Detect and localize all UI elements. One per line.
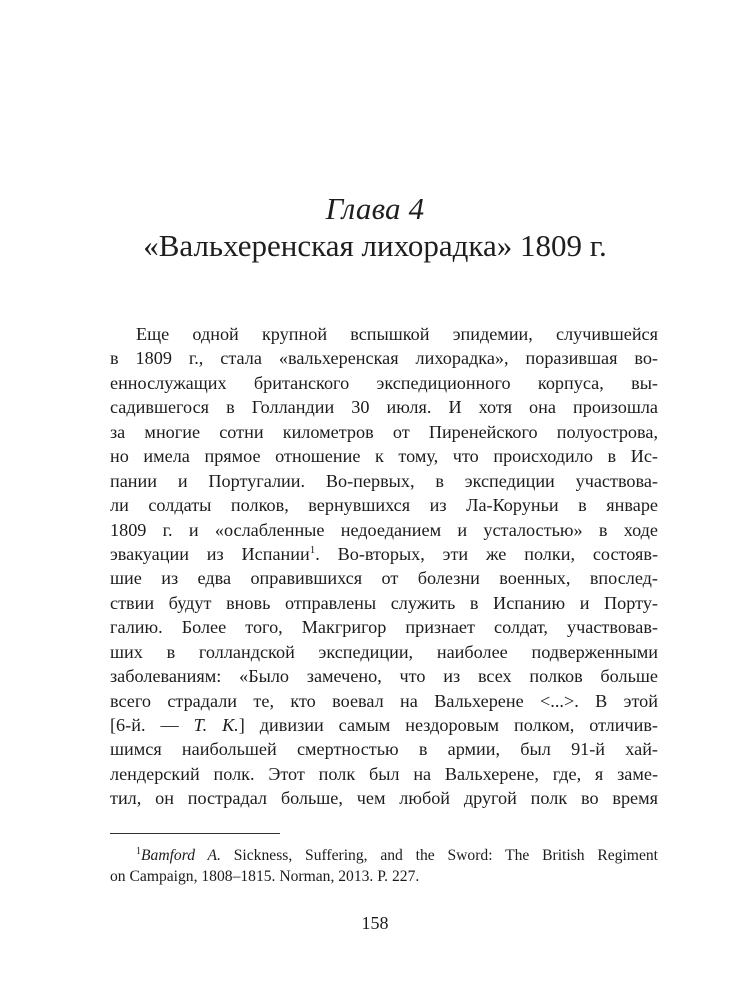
body-line: всего страдали те, кто воевал на Вальхерене <...>. В этой: [110, 690, 658, 711]
body-line-with-footnote-ref: [110, 542, 658, 566]
footnote-text: Sickness, Suffering, and the Sword: The British Regiment: [220, 847, 658, 864]
body-line-with-editor-note: [110, 713, 658, 737]
body-line: тил, он пострадал больше, чем любой другой полк во время: [110, 788, 658, 809]
page-number: 158: [361, 913, 389, 933]
body-line: шие из едва оправившихся от болезни военных, впослед-: [110, 568, 658, 589]
body-line: ствии будут вновь отправлены служить в Испанию и Порту-: [110, 592, 658, 613]
body-text: [110, 322, 658, 811]
body-line: заболеваниям: «Было замечено, что из всех полков больше: [110, 666, 658, 687]
body-line: за многие сотни километров от Пиренейского полуострова,: [110, 421, 658, 442]
body-line: садившегося в Голландии 30 июля. И хотя она произошла: [110, 397, 658, 418]
footnote-line: [110, 845, 658, 866]
body-line: в 1809 г., стала «вальхеренская лихорадка», поразившая во-: [110, 348, 658, 369]
body-line-start: [6-й. —: [110, 715, 194, 735]
body-line: еннослужащих британского экспедиционного корпуса, вы-: [110, 372, 658, 393]
body-line: Еще одной крупной вспышкой эпидемии, случившейся: [136, 324, 658, 344]
body-line: лендерский полк. Этот полк был на Вальхерене, где, я заме-: [110, 763, 658, 784]
body-line: пании и Португалии. Во-первых, в экспедиции участвова-: [110, 470, 658, 491]
editor-initials: Т. К.: [193, 715, 239, 735]
footnote: [110, 845, 658, 887]
footnote-reference[interactable]: 1: [309, 543, 316, 556]
body-line: ших в голландской экспедиции, наиболее подверженными: [110, 641, 658, 662]
body-line: галию. Более того, Макгригор признает солдат, участвовав-: [110, 617, 658, 638]
footnote-divider: [110, 833, 280, 834]
footnote-line: on Campaign, 1808–1815. Norman, 2013. P. 227.: [110, 868, 420, 885]
body-line: 1809 г. и «ослабленные недоеданием и усталостью» в ходе: [110, 519, 658, 540]
chapter-label: Глава 4: [325, 191, 425, 226]
body-line: шимся наибольшей смертностью в армии, был 91-й хай-: [110, 739, 658, 760]
body-line-start: эвакуации из Испании: [110, 543, 310, 564]
footnote-number: 1: [136, 845, 141, 857]
body-line: ли солдаты полков, вернувшихся из Ла-Коруньи в январе: [110, 495, 658, 516]
body-line-end: . Во-вторых, эти же полки, состояв-: [315, 543, 658, 564]
body-line-end: ] дивизии самым нездоровым полком, отличив-: [238, 715, 658, 735]
footnote-author: Bamford A.: [141, 847, 221, 864]
chapter-title: «Вальхеренская лихорадка» 1809 г.: [143, 228, 607, 263]
body-line: но имела прямое отношение к тому, что происходило в Ис-: [110, 446, 658, 467]
